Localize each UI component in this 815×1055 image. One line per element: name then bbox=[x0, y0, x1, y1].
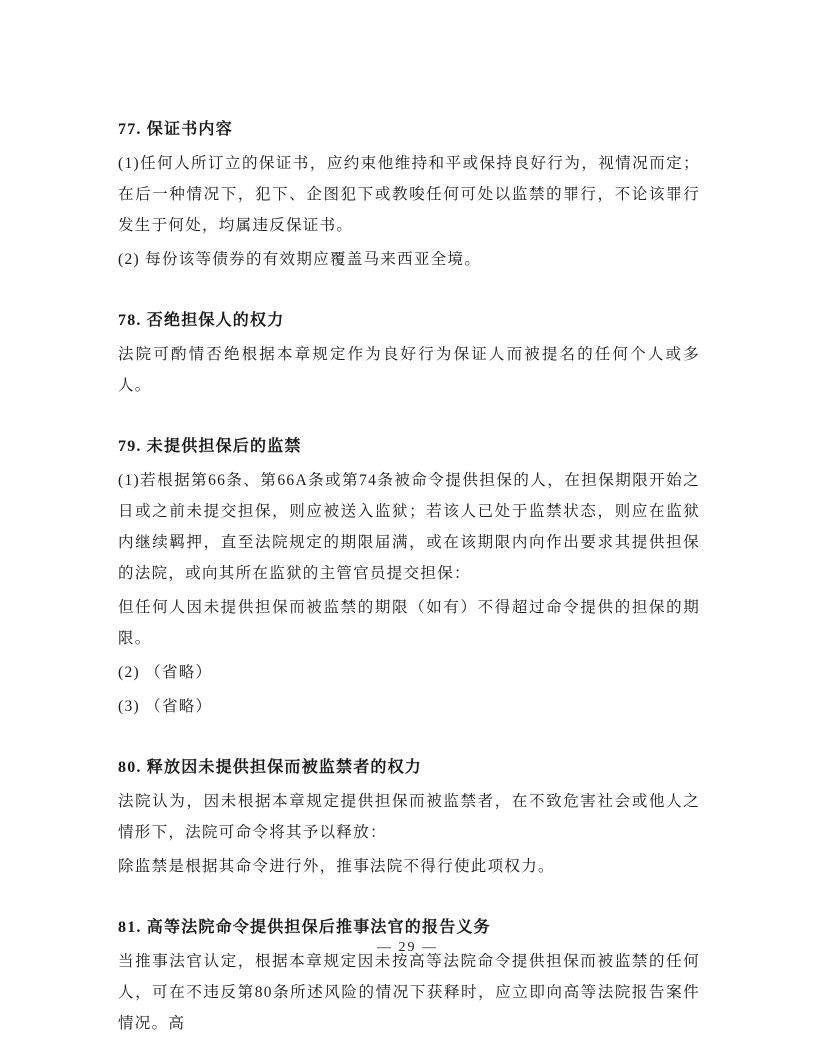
section-78 bbox=[118, 305, 700, 401]
section-77 bbox=[118, 114, 700, 275]
section-81-paragraph-1: 当推事法官认定，根据本章规定因未按高等法院命令提供担保而被监禁的任何人，可在不违反第80条所述风险的情况下获释时，应立即向高等法院报告案件情况。高 bbox=[118, 953, 700, 1032]
section-77-paragraph-2: (2) 每份该等债券的有效期应覆盖马来西亚全境。 bbox=[118, 251, 482, 268]
section-77-paragraph-1: (1)任何人所订立的保证书，应约束他维持和平或保持良好行为，视情况而定；在后一种情况下，犯下、企图犯下或教唆任何可处以监禁的罪行，不论该罪行发生于何处，均属违反保证书。 bbox=[118, 155, 700, 234]
section-77-title: 77. 保证书内容 bbox=[118, 121, 233, 138]
section-81-title: 81. 高等法院命令提供担保后推事法官的报告义务 bbox=[118, 919, 491, 936]
page-footer bbox=[0, 938, 815, 956]
section-79-paragraph-4: (3) （省略） bbox=[118, 698, 213, 715]
section-80 bbox=[118, 752, 700, 882]
section-79-title: 79. 未提供担保后的监禁 bbox=[118, 438, 302, 455]
document-content bbox=[118, 114, 700, 1039]
section-80-paragraph-2: 除监禁是根据其命令进行外，推事法院不得行使此项权力。 bbox=[118, 858, 555, 875]
page-number: — 29 — bbox=[377, 940, 438, 955]
section-80-paragraph-1: 法院认为，因未根据本章规定提供担保而被监禁者，在不致危害社会或他人之情形下，法院可命令将其予以释放： bbox=[118, 793, 700, 841]
section-79-paragraph-2: 但任何人因未提供担保而被监禁的期限（如有）不得超过命令提供的担保的期限。 bbox=[118, 599, 700, 647]
section-78-paragraph-1: 法院可酌情否绝根据本章规定作为良好行为保证人而被提名的任何个人或多人。 bbox=[118, 346, 700, 394]
section-79-paragraph-3: (2) （省略） bbox=[118, 664, 213, 681]
section-80-title: 80. 释放因未提供担保而被监禁者的权力 bbox=[118, 759, 423, 776]
section-79-paragraph-1: (1)若根据第66条、第66A条或第74条被命令提供担保的人，在担保期限开始之日或之前未提交担保，则应被送入监狱；若该人已处于监禁状态，则应在监狱内继续羁押，直至法院规定的期限届满，或在该期限内向作出要求其提供担保的法院，或向其所在监狱的主管官员提交担保： bbox=[118, 472, 700, 582]
section-79 bbox=[118, 431, 700, 722]
section-81 bbox=[118, 912, 700, 1039]
section-78-title: 78. 否绝担保人的权力 bbox=[118, 312, 285, 329]
